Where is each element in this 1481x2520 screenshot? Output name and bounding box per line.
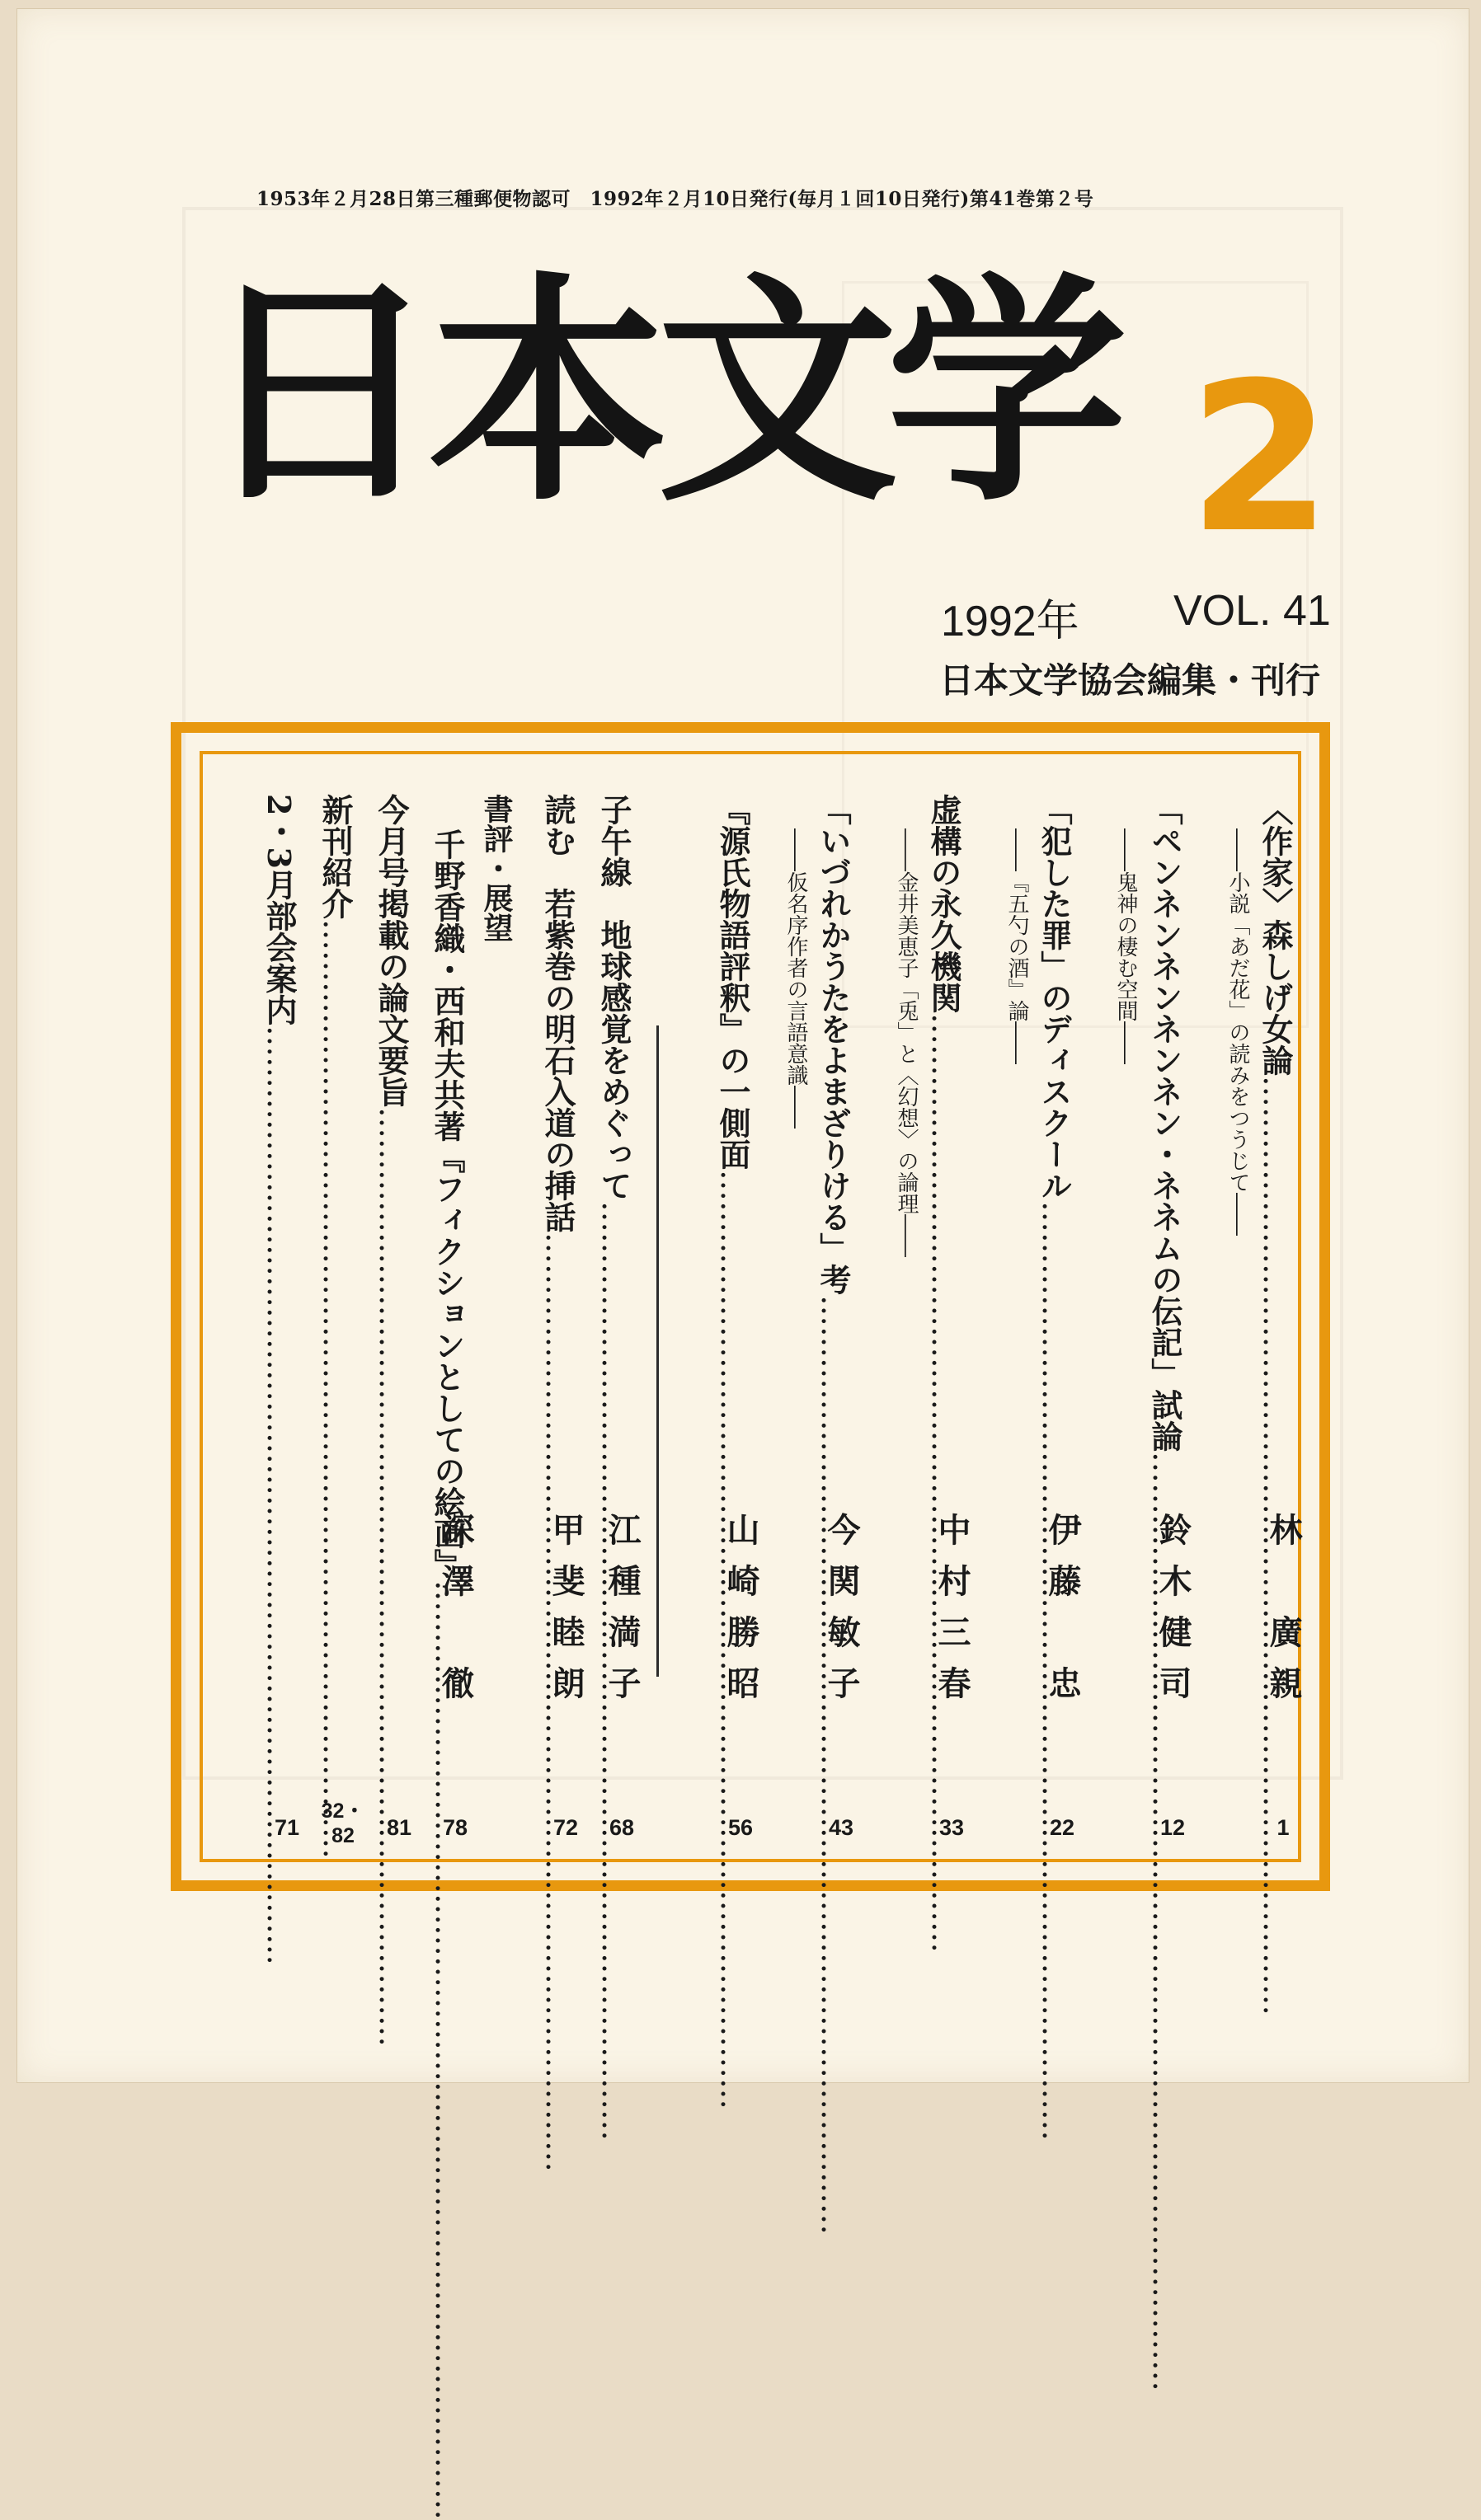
toc-title-13[interactable]: 2・3月部会案内 ……………………………………………………………………………… [262, 794, 295, 1396]
issue-number: 2 [1188, 338, 1332, 578]
journal-cover [16, 8, 1469, 2083]
toc-title-2[interactable]: 「ペンネンネンネンネン・ネネムの伝記」試論 ……………………………………………………………………………… [1148, 794, 1181, 1396]
toc-title-10[interactable]: 千野香織・西和夫共著『フィクションとしての絵画』 ……………………………………………………………………………… [430, 828, 463, 1430]
toc-page-8: 72 [552, 1815, 579, 1840]
toc-subtitle-2: ――鬼神の棲む空間―― [1113, 828, 1138, 1064]
toc-page-10: 78 [442, 1815, 468, 1840]
volume-label: VOL. 41 [1173, 587, 1331, 635]
table-of-contents [171, 722, 1330, 1891]
toc-author-4: 中村三春 [933, 1513, 971, 1717]
toc-author-7: 江種満子 [603, 1513, 642, 1717]
toc-author-6: 山崎勝昭 [722, 1513, 760, 1717]
toc-title-8[interactable]: 読む 若紫巻の明石入道の挿話 ……………………………………………………………………………… [541, 794, 574, 1396]
toc-title-5[interactable]: 「いづれかうたをよまざりける」考 ……………………………………………………………………………… [816, 794, 849, 1396]
toc-page-3: 22 [1049, 1815, 1075, 1840]
toc-page-13: 71 [274, 1815, 300, 1840]
toc-page-5: 43 [828, 1815, 854, 1840]
toc-page-1: 1 [1276, 1815, 1290, 1840]
toc-title-4[interactable]: 虚構の永久機関 ……………………………………………………………………………… [927, 794, 960, 1396]
toc-author-2: 鈴木健司 [1154, 1513, 1192, 1717]
journal-title: 日本文学 [199, 253, 1116, 533]
publisher-line: 日本文学協会編集・刊行 [939, 660, 1321, 701]
toc-page-11: 81 [386, 1815, 412, 1840]
toc-title-11[interactable]: 今月号掲載の論文要旨 ……………………………………………………………………………… [374, 794, 407, 1396]
postal-permit-line: 1953年２月28日第三種郵便物認可 1992年２月10日発行(毎月１回10日発行)第41巻第２号 [256, 188, 1094, 210]
toc-subtitle-4: ――金井美恵子「兎」と〈幻想〉の論理―― [894, 828, 919, 1257]
toc-inner-border [200, 751, 1301, 1862]
toc-title-7[interactable]: 子午線 地球感覚をめぐって ……………………………………………………………………………… [597, 794, 630, 1396]
toc-page-6: 56 [727, 1815, 754, 1840]
toc-subtitle-3: ――『五勺の酒』論―― [1004, 828, 1029, 1064]
toc-subtitle-1: ――小説「あだ花」の読みをつうじて―― [1225, 828, 1250, 1236]
toc-page-12: 32・82 [321, 1800, 365, 1847]
toc-title-12[interactable]: 新刊紹介 ……………………………………………………………………………… [318, 794, 351, 1396]
toc-author-1: 林 廣親 [1264, 1513, 1303, 1717]
toc-page-4: 33 [938, 1815, 965, 1840]
toc-page-7: 68 [609, 1815, 635, 1840]
publication-year: 1992年 [941, 598, 1079, 645]
toc-section-divider [656, 1025, 659, 1677]
toc-author-5: 今関敏子 [822, 1513, 861, 1717]
toc-subtitle-5: ――仮名序作者の言語意識―― [783, 828, 808, 1129]
toc-title-1[interactable]: 〈作家〉森しげ女論 ……………………………………………………………………………… [1258, 794, 1291, 1396]
toc-title-3[interactable]: 「犯した罪」のディスクール ……………………………………………………………………………… [1037, 794, 1070, 1396]
toc-page-2: 12 [1159, 1815, 1186, 1840]
toc-title-6[interactable]: 『源氏物語評釈』の一側面 ……………………………………………………………………………… [716, 794, 749, 1396]
toc-author-3: 伊藤 忠 [1043, 1513, 1082, 1717]
toc-author-8: 甲斐睦朗 [547, 1513, 585, 1717]
toc-author-10: 深澤 徹 [436, 1513, 475, 1717]
toc-section-book-reviews: 書評・展望 [479, 794, 514, 942]
